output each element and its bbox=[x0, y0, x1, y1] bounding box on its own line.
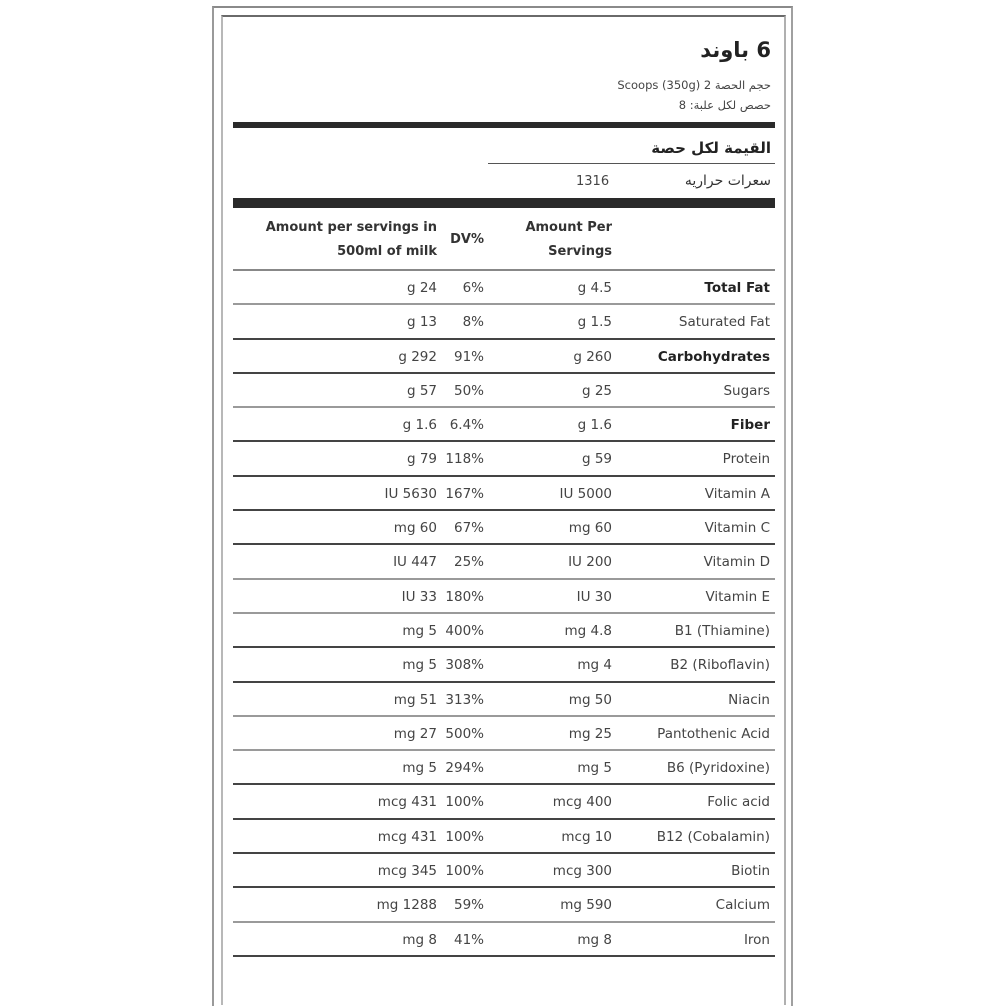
table-row bbox=[233, 340, 775, 374]
table-row bbox=[233, 477, 775, 511]
nutrient-name-cell: Total Fat bbox=[704, 280, 770, 296]
amount-in-milk-cell: mcg 345 bbox=[377, 863, 437, 880]
amount-per-serving-cell: IU 5000 bbox=[559, 485, 612, 502]
table-row bbox=[233, 923, 775, 957]
amount-per-serving-cell: mcg 400 bbox=[552, 794, 612, 811]
amount-per-serving-cell: mg 60 bbox=[568, 520, 612, 537]
amount-per-serving-cell: mg 8 bbox=[577, 931, 612, 948]
amount-per-serving-cell: g 59 bbox=[581, 451, 612, 468]
table-row bbox=[233, 511, 775, 545]
dv-cell: 6% bbox=[462, 280, 484, 296]
header-amount-per-line2: Servings bbox=[548, 244, 612, 259]
dv-cell: 91% bbox=[453, 348, 484, 365]
product-title: 6 باوند bbox=[700, 38, 771, 62]
nutrient-name-cell: Vitamin E bbox=[705, 588, 770, 605]
dv-cell: 313% bbox=[445, 691, 484, 708]
amount-in-milk-cell: mg 1288 bbox=[376, 897, 437, 914]
table-row bbox=[233, 785, 775, 819]
nutrient-name-cell: Folic acid bbox=[707, 794, 770, 811]
calories-label: سعرات حراريه bbox=[684, 173, 771, 189]
amount-in-milk-cell: mg 60 bbox=[393, 520, 437, 537]
nutrient-name-cell: B1 (Thiamine) bbox=[674, 622, 770, 639]
amount-in-milk-cell: mg 5 bbox=[402, 622, 437, 639]
table-row bbox=[233, 648, 775, 682]
per-serving-heading: القيمة لكل حصة bbox=[651, 139, 771, 157]
nutrient-name-cell: Niacin bbox=[728, 691, 770, 708]
amount-per-serving-cell: mcg 300 bbox=[552, 863, 612, 880]
dv-cell: 59% bbox=[453, 897, 484, 914]
nutrient-name-cell: Saturated Fat bbox=[678, 314, 770, 331]
nutrient-name-cell: Carbohydrates bbox=[657, 348, 770, 365]
amount-in-milk-cell: g 1.6 bbox=[402, 417, 437, 434]
nutrient-name-cell: Calcium bbox=[715, 897, 770, 914]
header-amount-per-line1: Amount Per bbox=[525, 220, 612, 235]
header-amount-in-milk bbox=[266, 216, 437, 264]
amount-in-milk-cell: g 24 bbox=[406, 280, 437, 296]
dv-cell: 118% bbox=[445, 451, 484, 468]
amount-per-serving-cell: mg 25 bbox=[568, 725, 612, 742]
amount-in-milk-cell: mg 8 bbox=[402, 931, 437, 948]
calories-value: 1316 bbox=[576, 174, 610, 189]
dv-cell: 100% bbox=[445, 794, 484, 811]
amount-per-serving-cell: g 260 bbox=[573, 348, 612, 365]
serving-size: حجم الحصة 2 Scoops (350g) bbox=[617, 78, 771, 92]
table-row bbox=[233, 580, 775, 614]
amount-in-milk-cell: g 57 bbox=[406, 382, 437, 399]
nutrient-name-cell: Sugars bbox=[723, 382, 770, 399]
amount-per-serving-cell: g 25 bbox=[581, 382, 612, 399]
amount-per-serving-cell: IU 200 bbox=[568, 554, 612, 571]
amount-in-milk-cell: mg 5 bbox=[402, 760, 437, 777]
amount-in-milk-cell: IU 33 bbox=[401, 588, 437, 605]
servings-per-container: حصص لكل علبة: 8 bbox=[678, 98, 771, 112]
dv-cell: 41% bbox=[453, 931, 484, 948]
nutrient-name-cell: Biotin bbox=[731, 863, 770, 880]
thin-divider bbox=[488, 163, 775, 164]
nutrient-name-cell: B6 (Pyridoxine) bbox=[666, 760, 770, 777]
nutrient-name-cell: Vitamin A bbox=[704, 485, 770, 502]
table-row bbox=[233, 683, 775, 717]
dv-cell: 50% bbox=[453, 382, 484, 399]
table-row bbox=[233, 854, 775, 888]
dv-cell: 167% bbox=[445, 485, 484, 502]
header-amount-in-milk-line1: Amount per servings in bbox=[265, 220, 437, 235]
thick-divider bbox=[233, 122, 775, 128]
table-row bbox=[233, 888, 775, 922]
dv-cell: 67% bbox=[453, 520, 484, 537]
amount-in-milk-cell: mg 51 bbox=[393, 691, 437, 708]
amount-per-serving-cell: mg 4 bbox=[577, 657, 612, 674]
amount-in-milk-cell: mcg 431 bbox=[377, 794, 437, 811]
amount-in-milk-cell: g 13 bbox=[406, 314, 437, 331]
table-row bbox=[233, 305, 775, 339]
dv-cell: 400% bbox=[445, 622, 484, 639]
table-row bbox=[233, 271, 775, 305]
table-row bbox=[233, 751, 775, 785]
amount-per-serving-cell: mg 4.8 bbox=[564, 622, 612, 639]
table-row bbox=[233, 408, 775, 442]
amount-in-milk-cell: IU 447 bbox=[393, 554, 437, 571]
table-row bbox=[233, 614, 775, 648]
nutrient-name-cell: Vitamin C bbox=[704, 520, 770, 537]
amount-per-serving-cell: g 1.5 bbox=[577, 314, 612, 331]
amount-per-serving-cell: mg 590 bbox=[560, 897, 612, 914]
table-row bbox=[233, 374, 775, 408]
nutrient-name-cell: Fiber bbox=[730, 417, 770, 434]
nutrient-name-cell: Iron bbox=[743, 931, 770, 948]
dv-cell: 6.4% bbox=[449, 417, 484, 434]
nutrient-name-cell: Protein bbox=[722, 451, 770, 468]
amount-per-serving-cell: g 1.6 bbox=[577, 417, 612, 434]
dv-cell: 294% bbox=[445, 760, 484, 777]
amount-in-milk-cell: g 79 bbox=[406, 451, 437, 468]
amount-in-milk-cell: mcg 431 bbox=[377, 828, 437, 845]
header-amount-per-serving bbox=[525, 216, 612, 264]
nutrient-name-cell: B12 (Cobalamin) bbox=[656, 828, 770, 845]
dv-cell: 308% bbox=[445, 657, 484, 674]
dv-cell: 25% bbox=[453, 554, 484, 571]
dv-cell: 180% bbox=[445, 588, 484, 605]
table-row bbox=[233, 820, 775, 854]
table-row bbox=[233, 717, 775, 751]
amount-per-serving-cell: mg 5 bbox=[577, 760, 612, 777]
amount-in-milk-cell: mg 5 bbox=[402, 657, 437, 674]
thick-divider-2 bbox=[233, 198, 775, 208]
nutrient-table bbox=[233, 271, 775, 957]
table-row bbox=[233, 545, 775, 579]
amount-per-serving-cell: g 4.5 bbox=[577, 280, 612, 296]
amount-in-milk-cell: g 292 bbox=[398, 348, 437, 365]
dv-cell: 500% bbox=[445, 725, 484, 742]
table-row bbox=[233, 442, 775, 476]
amount-per-serving-cell: IU 30 bbox=[576, 588, 612, 605]
header-dv: DV% bbox=[450, 232, 484, 247]
dv-cell: 8% bbox=[462, 314, 484, 331]
amount-per-serving-cell: mg 50 bbox=[568, 691, 612, 708]
amount-in-milk-cell: IU 5630 bbox=[384, 485, 437, 502]
dv-cell: 100% bbox=[445, 828, 484, 845]
nutrient-name-cell: Vitamin D bbox=[703, 554, 770, 571]
nutrient-name-cell: Pantothenic Acid bbox=[657, 725, 770, 742]
nutrient-name-cell: B2 (Riboflavin) bbox=[670, 657, 770, 674]
amount-in-milk-cell: mg 27 bbox=[393, 725, 437, 742]
amount-per-serving-cell: mcg 10 bbox=[561, 828, 612, 845]
dv-cell: 100% bbox=[445, 863, 484, 880]
header-amount-in-milk-line2: 500ml of milk bbox=[337, 244, 437, 259]
